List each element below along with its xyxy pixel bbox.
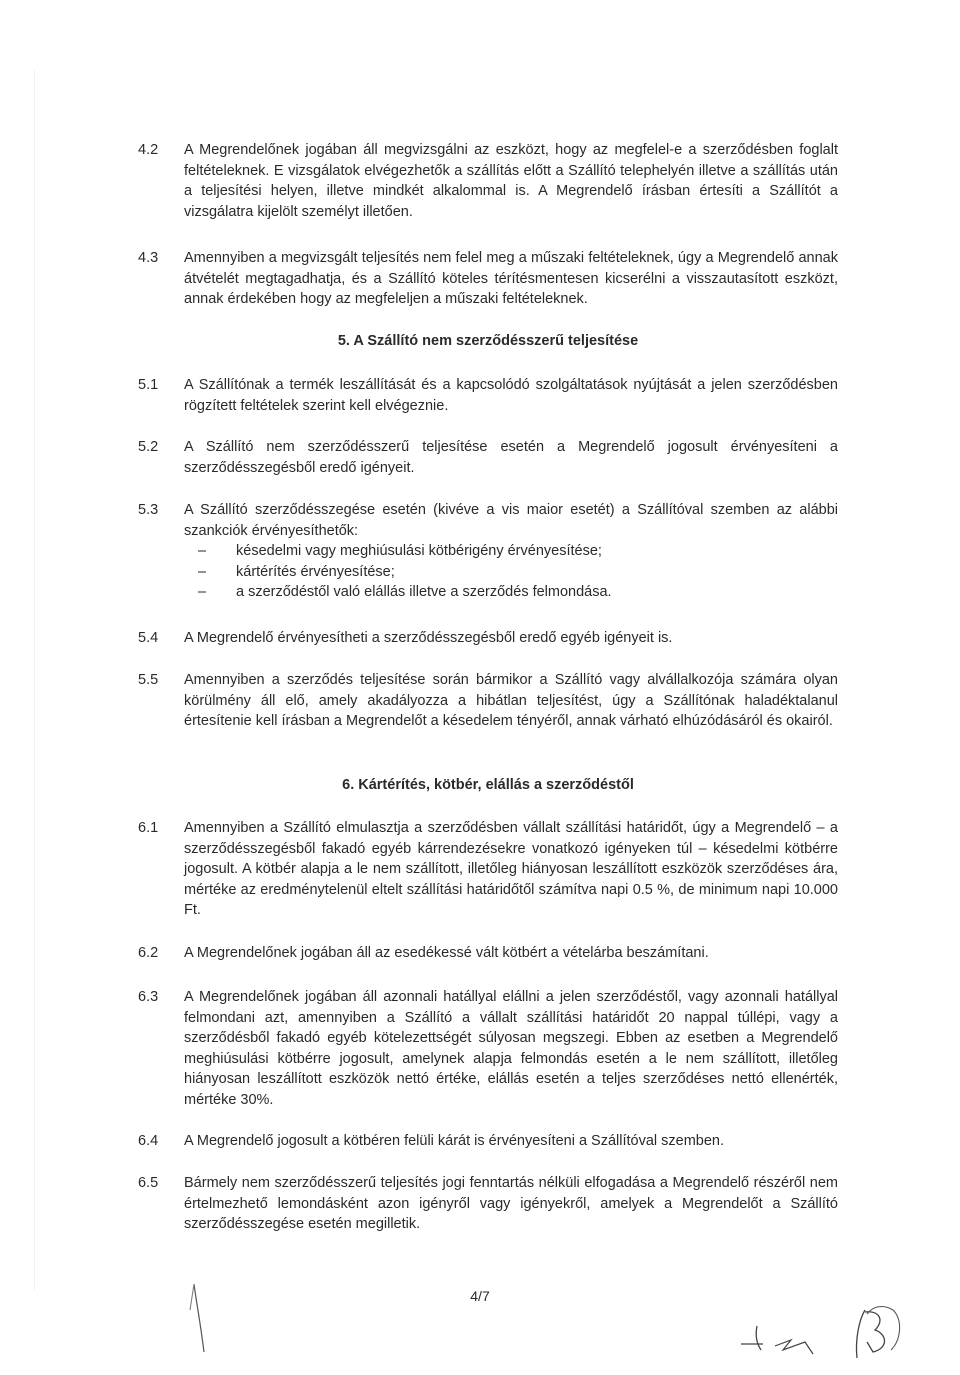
list-item: – kártérítés érvényesítése;: [184, 562, 838, 583]
page-number: 4/7: [470, 1288, 490, 1304]
signature-initial-left: [180, 1280, 220, 1360]
clause-6-4: [138, 1131, 838, 1152]
sanction-list: [184, 541, 838, 603]
section-heading-6: 6. Kártérítés, kötbér, elállás a szerződéstől: [342, 777, 634, 793]
clause-number: 5.5: [138, 672, 159, 688]
clause-5-2: [138, 437, 838, 478]
list-item: – késedelmi vagy meghiúsulási kötbérigény érvényesítése;: [184, 541, 838, 562]
clause-number: 4.3: [138, 250, 159, 266]
clause-body: [184, 500, 838, 603]
clause-number: 5.1: [138, 377, 159, 393]
clause-5-3: [138, 500, 838, 603]
clause-text: A Megrendelő jogosult a kötbéren felüli kárát is érvényesíteni a Szállítóval szemben.: [184, 1133, 725, 1149]
clause-number: 6.4: [138, 1133, 159, 1149]
clause-number: 5.2: [138, 439, 159, 455]
clause-number: 6.3: [138, 989, 159, 1005]
clause-text: A Megrendelőnek jogában áll az esedékessé vált kötbért a vételárba beszámítani.: [184, 945, 709, 961]
clause-text: Amennyiben a Szállító elmulasztja a szerződésben vállalt szállítási határidőt, úgy a Megrendelő – a szerződésszegésből fakadó egyéb kárrendezésekre vonatkozó igényeken túl – késedelmi kötbérre jogosult. A kötbér alapja a le nem szállított, illetőleg hiányosan leszállított eszközök szerződéses ára, mértéke az eredménytelenül eltelt szállítási határidőtől számítva napi 0.5 %, de minimum napi 10.000 Ft.: [184, 820, 838, 918]
clause-6-1: [138, 818, 838, 921]
clause-text: A Szállító nem szerződésszerű teljesítése esetén a Megrendelő jogosult érvényesíteni a szerződésszegésből eredő igényeit.: [184, 439, 838, 476]
clause-text: A Szállítónak a termék leszállítását és a kapcsolódó szolgáltatások nyújtását a jelen szerződésben rögzített feltételek szerint kell elvégeznie.: [184, 377, 838, 414]
clause-5-5: [138, 670, 838, 732]
clause-text: A Megrendelőnek jogában áll megvizsgálni az eszközt, hogy az megfelel-e a szerződésben foglalt feltételeknek. E vizsgálatok elvégezhetők a szállítás előtt a Szállító telephelyén illetve a szállítás után a teljesítési helyen, illetve mindkét alkalommal is. A Megrendelő írásban értesíti a Szállítót a vizsgálatra kijelölt személyt illetően.: [184, 142, 838, 220]
signature-initial-right: [845, 1300, 915, 1370]
clause-text: A Szállító szerződésszegése esetén (kivéve a vis maior esetét) a Szállítóval szemben az alábbi szankciók érvényesíthetők:: [184, 502, 838, 539]
section-heading-5: 5. A Szállító nem szerződésszerű teljesítése: [337, 333, 639, 349]
clause-number: 6.2: [138, 945, 159, 961]
clause-number: 5.3: [138, 502, 159, 518]
clause-number: 4.2: [138, 142, 159, 158]
clause-text: Bármely nem szerződésszerű teljesítés jogi fenntartás nélküli elfogadása a Megrendelő részéről nem értelmezhető lemondásként azon igényről vagy igényekről, amelyek a Megrendelőt a Szállító szerződésszegése esetén megilletik.: [184, 1175, 838, 1232]
scan-edge-line: [34, 70, 35, 1290]
clause-text: A Megrendelő érvényesítheti a szerződésszegésből eredő egyéb igényeit is.: [184, 630, 673, 646]
clause-text: Amennyiben a megvizsgált teljesítés nem felel meg a műszaki feltételeknek, úgy a Megrendelő annak átvételét megtagadhatja, és a Szállító köteles térítésmentesen kicserélni a visszautasított eszközt, annak érdekében hogy az megfeleljen a műszaki feltételeknek.: [184, 250, 838, 307]
clause-5-1: [138, 375, 838, 416]
signature-initial-middle: [735, 1320, 825, 1360]
clause-6-2: [138, 943, 838, 964]
clause-number: 6.1: [138, 820, 159, 836]
clause-6-3: [138, 987, 838, 1110]
clause-text: Amennyiben a szerződés teljesítése során bármikor a Szállító vagy alvállalkozója számára olyan körülmény áll elő, amely akadályozza a hibátlan teljesítést, úgy a Szállítónak haladéktalanul értesítenie kell írásban a Megrendelőt a késedelem tényéről, annak várható elhúzódásáról és okairól.: [184, 672, 838, 729]
clause-number: 6.5: [138, 1175, 159, 1191]
clause-number: 5.4: [138, 630, 159, 646]
clause-4-2: [138, 140, 838, 222]
clause-5-4: [138, 628, 838, 649]
list-item: – a szerződéstől való elállás illetve a szerződés felmondása.: [184, 582, 838, 603]
clause-text: A Megrendelőnek jogában áll azonnali hatállyal elállni a jelen szerződéstől, vagy azonnali hatállyal felmondani azt, amennyiben a Szállító a vállalt szállítási határidőt 20 nappal túllépi, vagy a szerződésből fakadó egyéb kötelezettségét súlyosan megszegi. Ebben az esetben a Megrendelő meghiúsulási kötbérre jogosult, amelynek alapja felmondás esetén a le nem szállított, illetőleg hiányosan leszállított eszközök nettó értéke, elállás esetén a teljes szerződéses nettó ellenérték, mértéke 30%.: [184, 989, 838, 1108]
clause-4-3: [138, 248, 838, 310]
clause-6-5: [138, 1173, 838, 1235]
